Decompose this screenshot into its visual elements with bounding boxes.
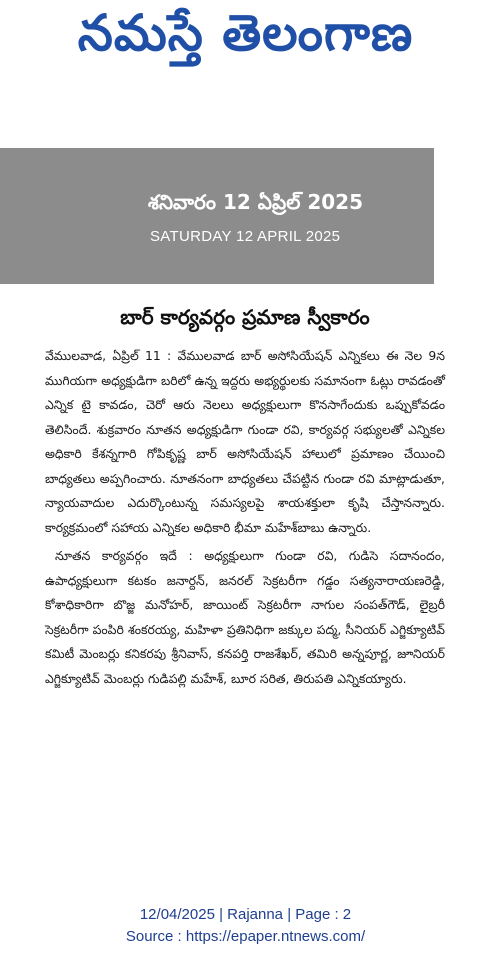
source-footer: [0, 904, 491, 948]
date-english: SATURDAY 12 APRIL 2025: [150, 228, 341, 245]
article-paragraph-1: వేములవాడ, ఏప్రిల్ 11 : వేములవాడ బార్ అసోసియేషన్ ఎన్నికలు ఈ నెల 9న ముగియగా అధ్యక్షుడిగా బరిలో ఉన్న ఇద్దరు అభ్యర్థులకు సమానంగా ఓట్లు రావడంతో ఎన్నిక టై కావడం, చెరో ఆరు నెలలు అధ్యక్షులుగా కొనసాగేందుకు ఒప్పుకోవడం తెలిసిందే. శుక్రవారం నూతన అధ్యక్షుడిగా గుండా రవి, కార్యవర్గ సభ్యులతో ఎన్నికల అధికారి కేశన్నగారి గోపికృష్ణ బార్ అసోసియేషన్ హాలులో ప్రమాణం చేయించి బాధ్యతలు అప్పగించారు. నూతనంగా బాధ్యతలు చేపట్టిన గుండా రవి మాట్లాడుతూ, న్యాయవాదుల ఎదుర్కొంటున్న సమస్యలపై శాయశక్తులా కృషి చేస్తానన్నారు. కార్యక్రమంలో సహాయ ఎన్నికల అధికారి భీమా మహేశ్‌బాబు ఉన్నారు.: [45, 348, 445, 535]
date-telugu: శనివారం 12 ఏప్రిల్ 2025: [148, 190, 364, 214]
article-paragraph-2: నూతన కార్యవర్గం ఇదే : అధ్యక్షులుగా గుండా రవి, గుడిసె సదానందం, ఉపాధ్యక్షులుగా కటకం జనార్దన్, జనరల్ సెక్రటరీగా గడ్డం సత్యనారాయణరెడ్డి, కోశాధికారిగా బొజ్జ మనోహర్, జాయింట్ సెక్రటరీగా నాగుల సంపత్‌గౌడ్, లైబ్రరీ సెక్రటరీగా పంపిరి శంకరయ్య, మహిళా ప్రతినిధిగా జక్కుల పద్మ, సీనియర్ ఎగ్జిక్యూటివ్ కమిటీ మెంబర్లు కనికరపు శ్రీనివాస్, కనపర్తి రాజశేఖర్, తమిరి అన్నపూర్ణ, జూనియర్ ఎగ్జిక్యూటివ్ మెంబర్లు గుడిపల్లి మహేశ్, బూర సరిత, తిరుపతి ఎన్నికయ్యారు.: [45, 548, 445, 686]
newspaper-masthead: [0, 0, 491, 78]
footer-source-link[interactable]: Source : https://epaper.ntnews.com/: [125, 928, 366, 945]
masthead-title: నమస్తే తెలంగాణ: [77, 3, 414, 62]
article-headline: బార్ కార్యవర్గం ప్రమాణ స్వీకారం: [120, 305, 370, 329]
article: [45, 305, 445, 691]
footer-edition-info: 12/04/2025 | Rajanna | Page : 2: [139, 906, 352, 923]
